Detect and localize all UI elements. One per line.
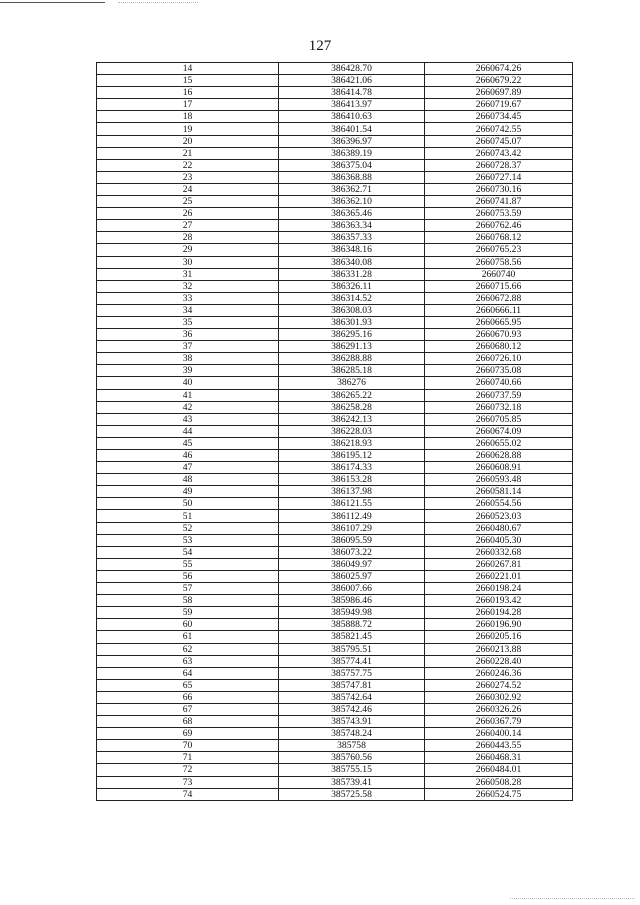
- table-row: [97, 341, 573, 353]
- x-coordinate-cell: 386421.06: [279, 75, 425, 87]
- table-row: [97, 764, 573, 776]
- y-coordinate-cell: 2660480.67: [425, 522, 573, 534]
- x-coordinate-cell: 386357.33: [279, 232, 425, 244]
- table-row: [97, 389, 573, 401]
- point-number-cell: 50: [97, 498, 279, 510]
- y-coordinate-cell: 2660745.07: [425, 135, 573, 147]
- point-number-cell: 37: [97, 341, 279, 353]
- point-number-cell: 40: [97, 377, 279, 389]
- x-coordinate-cell: 385795.51: [279, 643, 425, 655]
- y-coordinate-cell: 2660741.87: [425, 196, 573, 208]
- y-coordinate-cell: 2660727.14: [425, 171, 573, 183]
- x-coordinate-cell: 386242.13: [279, 413, 425, 425]
- table-row: [97, 728, 573, 740]
- y-coordinate-cell: 2660213.88: [425, 643, 573, 655]
- y-coordinate-cell: 2660728.37: [425, 159, 573, 171]
- x-coordinate-cell: 386331.28: [279, 268, 425, 280]
- table-row: [97, 510, 573, 522]
- x-coordinate-cell: 385748.24: [279, 728, 425, 740]
- y-coordinate-cell: 2660762.46: [425, 220, 573, 232]
- y-coordinate-cell: 2660443.55: [425, 740, 573, 752]
- coordinates-table: [96, 62, 573, 801]
- y-coordinate-cell: 2660670.93: [425, 329, 573, 341]
- y-coordinate-cell: 2660674.26: [425, 63, 573, 75]
- table-row: [97, 631, 573, 643]
- y-coordinate-cell: 2660193.42: [425, 595, 573, 607]
- point-number-cell: 55: [97, 558, 279, 570]
- point-number-cell: 49: [97, 486, 279, 498]
- y-coordinate-cell: 2660740.66: [425, 377, 573, 389]
- table-row: [97, 196, 573, 208]
- table-row: [97, 147, 573, 159]
- y-coordinate-cell: 2660523.03: [425, 510, 573, 522]
- y-coordinate-cell: 2660400.14: [425, 728, 573, 740]
- table-row: [97, 220, 573, 232]
- table-row: [97, 208, 573, 220]
- table-row: [97, 87, 573, 99]
- point-number-cell: 53: [97, 534, 279, 546]
- table-row: [97, 316, 573, 328]
- table-row: [97, 691, 573, 703]
- table-row: [97, 474, 573, 486]
- x-coordinate-cell: 386428.70: [279, 63, 425, 75]
- table-row: [97, 159, 573, 171]
- table-row: [97, 679, 573, 691]
- y-coordinate-cell: 2660743.42: [425, 147, 573, 159]
- point-number-cell: 32: [97, 280, 279, 292]
- table-row: [97, 329, 573, 341]
- x-coordinate-cell: 386218.93: [279, 437, 425, 449]
- y-coordinate-cell: 2660726.10: [425, 353, 573, 365]
- point-number-cell: 62: [97, 643, 279, 655]
- x-coordinate-cell: 386228.03: [279, 425, 425, 437]
- x-coordinate-cell: 385986.46: [279, 595, 425, 607]
- x-coordinate-cell: 386396.97: [279, 135, 425, 147]
- x-coordinate-cell: 385755.15: [279, 764, 425, 776]
- y-coordinate-cell: 2660732.18: [425, 401, 573, 413]
- point-number-cell: 16: [97, 87, 279, 99]
- table-row: [97, 522, 573, 534]
- x-coordinate-cell: 385760.56: [279, 752, 425, 764]
- point-number-cell: 20: [97, 135, 279, 147]
- point-number-cell: 47: [97, 462, 279, 474]
- x-coordinate-cell: 385743.91: [279, 716, 425, 728]
- scan-edge-line: [510, 898, 635, 899]
- table-row: [97, 401, 573, 413]
- y-coordinate-cell: 2660719.67: [425, 99, 573, 111]
- point-number-cell: 74: [97, 788, 279, 800]
- x-coordinate-cell: 386291.13: [279, 341, 425, 353]
- table-row: [97, 534, 573, 546]
- y-coordinate-cell: 2660628.88: [425, 450, 573, 462]
- y-coordinate-cell: 2660758.56: [425, 256, 573, 268]
- point-number-cell: 19: [97, 123, 279, 135]
- scan-edge-line: [0, 2, 105, 3]
- y-coordinate-cell: 2660655.02: [425, 437, 573, 449]
- point-number-cell: 29: [97, 244, 279, 256]
- table-row: [97, 583, 573, 595]
- point-number-cell: 66: [97, 691, 279, 703]
- point-number-cell: 59: [97, 607, 279, 619]
- y-coordinate-cell: 2660246.36: [425, 667, 573, 679]
- y-coordinate-cell: 2660367.79: [425, 716, 573, 728]
- x-coordinate-cell: 385758: [279, 740, 425, 752]
- table-row: [97, 292, 573, 304]
- x-coordinate-cell: 386174.33: [279, 462, 425, 474]
- y-coordinate-cell: 2660196.90: [425, 619, 573, 631]
- table-row: [97, 716, 573, 728]
- x-coordinate-cell: 386049.97: [279, 558, 425, 570]
- x-coordinate-cell: 386410.63: [279, 111, 425, 123]
- x-coordinate-cell: 386348.16: [279, 244, 425, 256]
- table-row: [97, 498, 573, 510]
- point-number-cell: 21: [97, 147, 279, 159]
- coordinates-table-body: [97, 63, 573, 801]
- y-coordinate-cell: 2660674.09: [425, 425, 573, 437]
- y-coordinate-cell: 2660205.16: [425, 631, 573, 643]
- y-coordinate-cell: 2660765.23: [425, 244, 573, 256]
- table-row: [97, 643, 573, 655]
- y-coordinate-cell: 2660484.01: [425, 764, 573, 776]
- table-row: [97, 123, 573, 135]
- y-coordinate-cell: 2660737.59: [425, 389, 573, 401]
- point-number-cell: 57: [97, 583, 279, 595]
- table-row: [97, 752, 573, 764]
- table-row: [97, 111, 573, 123]
- table-row: [97, 450, 573, 462]
- y-coordinate-cell: 2660697.89: [425, 87, 573, 99]
- x-coordinate-cell: 386301.93: [279, 316, 425, 328]
- x-coordinate-cell: 386414.78: [279, 87, 425, 99]
- point-number-cell: 33: [97, 292, 279, 304]
- y-coordinate-cell: 2660593.48: [425, 474, 573, 486]
- x-coordinate-cell: 386265.22: [279, 389, 425, 401]
- x-coordinate-cell: 386276: [279, 377, 425, 389]
- x-coordinate-cell: 386375.04: [279, 159, 425, 171]
- table-row: [97, 171, 573, 183]
- y-coordinate-cell: 2660679.22: [425, 75, 573, 87]
- point-number-cell: 71: [97, 752, 279, 764]
- table-row: [97, 232, 573, 244]
- table-row: [97, 595, 573, 607]
- x-coordinate-cell: 385742.46: [279, 703, 425, 715]
- y-coordinate-cell: 2660705.85: [425, 413, 573, 425]
- point-number-cell: 61: [97, 631, 279, 643]
- table-row: [97, 486, 573, 498]
- point-number-cell: 34: [97, 304, 279, 316]
- point-number-cell: 41: [97, 389, 279, 401]
- point-number-cell: 73: [97, 776, 279, 788]
- table-row: [97, 135, 573, 147]
- y-coordinate-cell: 2660672.88: [425, 292, 573, 304]
- table-row: [97, 425, 573, 437]
- x-coordinate-cell: 385774.41: [279, 655, 425, 667]
- point-number-cell: 38: [97, 353, 279, 365]
- x-coordinate-cell: 385888.72: [279, 619, 425, 631]
- table-row: [97, 740, 573, 752]
- y-coordinate-cell: 2660581.14: [425, 486, 573, 498]
- y-coordinate-cell: 2660274.52: [425, 679, 573, 691]
- y-coordinate-cell: 2660326.26: [425, 703, 573, 715]
- point-number-cell: 65: [97, 679, 279, 691]
- table-row: [97, 437, 573, 449]
- table-row: [97, 365, 573, 377]
- x-coordinate-cell: 386095.59: [279, 534, 425, 546]
- y-coordinate-cell: 2660468.31: [425, 752, 573, 764]
- x-coordinate-cell: 386121.55: [279, 498, 425, 510]
- x-coordinate-cell: 386073.22: [279, 546, 425, 558]
- table-row: [97, 413, 573, 425]
- y-coordinate-cell: 2660734.45: [425, 111, 573, 123]
- y-coordinate-cell: 2660508.28: [425, 776, 573, 788]
- x-coordinate-cell: 386107.29: [279, 522, 425, 534]
- table-row: [97, 546, 573, 558]
- x-coordinate-cell: 386285.18: [279, 365, 425, 377]
- x-coordinate-cell: 386362.10: [279, 196, 425, 208]
- point-number-cell: 67: [97, 703, 279, 715]
- point-number-cell: 48: [97, 474, 279, 486]
- y-coordinate-cell: 2660730.16: [425, 183, 573, 195]
- y-coordinate-cell: 2660753.59: [425, 208, 573, 220]
- x-coordinate-cell: 385949.98: [279, 607, 425, 619]
- x-coordinate-cell: 386007.66: [279, 583, 425, 595]
- y-coordinate-cell: 2660740: [425, 268, 573, 280]
- x-coordinate-cell: 385742.64: [279, 691, 425, 703]
- x-coordinate-cell: 386195.12: [279, 450, 425, 462]
- y-coordinate-cell: 2660680.12: [425, 341, 573, 353]
- point-number-cell: 28: [97, 232, 279, 244]
- point-number-cell: 30: [97, 256, 279, 268]
- x-coordinate-cell: 386362.71: [279, 183, 425, 195]
- point-number-cell: 46: [97, 450, 279, 462]
- x-coordinate-cell: 386153.28: [279, 474, 425, 486]
- table-row: [97, 75, 573, 87]
- point-number-cell: 58: [97, 595, 279, 607]
- point-number-cell: 44: [97, 425, 279, 437]
- y-coordinate-cell: 2660742.55: [425, 123, 573, 135]
- point-number-cell: 43: [97, 413, 279, 425]
- point-number-cell: 54: [97, 546, 279, 558]
- point-number-cell: 52: [97, 522, 279, 534]
- x-coordinate-cell: 386363.34: [279, 220, 425, 232]
- table-row: [97, 63, 573, 75]
- point-number-cell: 36: [97, 329, 279, 341]
- point-number-cell: 68: [97, 716, 279, 728]
- table-row: [97, 268, 573, 280]
- y-coordinate-cell: 2660332.68: [425, 546, 573, 558]
- y-coordinate-cell: 2660666.11: [425, 304, 573, 316]
- point-number-cell: 17: [97, 99, 279, 111]
- point-number-cell: 23: [97, 171, 279, 183]
- x-coordinate-cell: 386413.97: [279, 99, 425, 111]
- point-number-cell: 24: [97, 183, 279, 195]
- y-coordinate-cell: 2660665.95: [425, 316, 573, 328]
- y-coordinate-cell: 2660768.12: [425, 232, 573, 244]
- table-row: [97, 462, 573, 474]
- table-row: [97, 280, 573, 292]
- y-coordinate-cell: 2660608.91: [425, 462, 573, 474]
- point-number-cell: 64: [97, 667, 279, 679]
- table-row: [97, 256, 573, 268]
- y-coordinate-cell: 2660554.56: [425, 498, 573, 510]
- table-row: [97, 244, 573, 256]
- table-row: [97, 655, 573, 667]
- y-coordinate-cell: 2660524.75: [425, 788, 573, 800]
- table-row: [97, 570, 573, 582]
- scan-edge-line: [118, 2, 198, 3]
- x-coordinate-cell: 385757.75: [279, 667, 425, 679]
- point-number-cell: 51: [97, 510, 279, 522]
- point-number-cell: 69: [97, 728, 279, 740]
- point-number-cell: 25: [97, 196, 279, 208]
- x-coordinate-cell: 386137.98: [279, 486, 425, 498]
- y-coordinate-cell: 2660228.40: [425, 655, 573, 667]
- table-row: [97, 776, 573, 788]
- y-coordinate-cell: 2660302.92: [425, 691, 573, 703]
- x-coordinate-cell: 386295.16: [279, 329, 425, 341]
- x-coordinate-cell: 386340.08: [279, 256, 425, 268]
- x-coordinate-cell: 386401.54: [279, 123, 425, 135]
- table-row: [97, 667, 573, 679]
- y-coordinate-cell: 2660715.66: [425, 280, 573, 292]
- table-row: [97, 788, 573, 800]
- point-number-cell: 72: [97, 764, 279, 776]
- x-coordinate-cell: 386308.03: [279, 304, 425, 316]
- y-coordinate-cell: 2660194.28: [425, 607, 573, 619]
- table-row: [97, 607, 573, 619]
- y-coordinate-cell: 2660405.30: [425, 534, 573, 546]
- point-number-cell: 15: [97, 75, 279, 87]
- point-number-cell: 56: [97, 570, 279, 582]
- table-row: [97, 377, 573, 389]
- table-row: [97, 353, 573, 365]
- point-number-cell: 22: [97, 159, 279, 171]
- point-number-cell: 31: [97, 268, 279, 280]
- x-coordinate-cell: 386314.52: [279, 292, 425, 304]
- x-coordinate-cell: 386288.88: [279, 353, 425, 365]
- x-coordinate-cell: 385739.41: [279, 776, 425, 788]
- x-coordinate-cell: 385747.81: [279, 679, 425, 691]
- x-coordinate-cell: 386326.11: [279, 280, 425, 292]
- x-coordinate-cell: 386368.88: [279, 171, 425, 183]
- table-row: [97, 558, 573, 570]
- point-number-cell: 60: [97, 619, 279, 631]
- point-number-cell: 45: [97, 437, 279, 449]
- table-row: [97, 183, 573, 195]
- y-coordinate-cell: 2660267.81: [425, 558, 573, 570]
- x-coordinate-cell: 386389.19: [279, 147, 425, 159]
- x-coordinate-cell: 385725.58: [279, 788, 425, 800]
- table-row: [97, 703, 573, 715]
- point-number-cell: 27: [97, 220, 279, 232]
- table-row: [97, 99, 573, 111]
- x-coordinate-cell: 386365.46: [279, 208, 425, 220]
- x-coordinate-cell: 386258.28: [279, 401, 425, 413]
- point-number-cell: 39: [97, 365, 279, 377]
- y-coordinate-cell: 2660198.24: [425, 583, 573, 595]
- point-number-cell: 35: [97, 316, 279, 328]
- table-row: [97, 304, 573, 316]
- x-coordinate-cell: 386112.49: [279, 510, 425, 522]
- point-number-cell: 63: [97, 655, 279, 667]
- page-number: 127: [308, 38, 332, 54]
- point-number-cell: 18: [97, 111, 279, 123]
- x-coordinate-cell: 386025.97: [279, 570, 425, 582]
- y-coordinate-cell: 2660735.08: [425, 365, 573, 377]
- point-number-cell: 14: [97, 63, 279, 75]
- table-row: [97, 619, 573, 631]
- y-coordinate-cell: 2660221.01: [425, 570, 573, 582]
- point-number-cell: 70: [97, 740, 279, 752]
- point-number-cell: 26: [97, 208, 279, 220]
- point-number-cell: 42: [97, 401, 279, 413]
- x-coordinate-cell: 385821.45: [279, 631, 425, 643]
